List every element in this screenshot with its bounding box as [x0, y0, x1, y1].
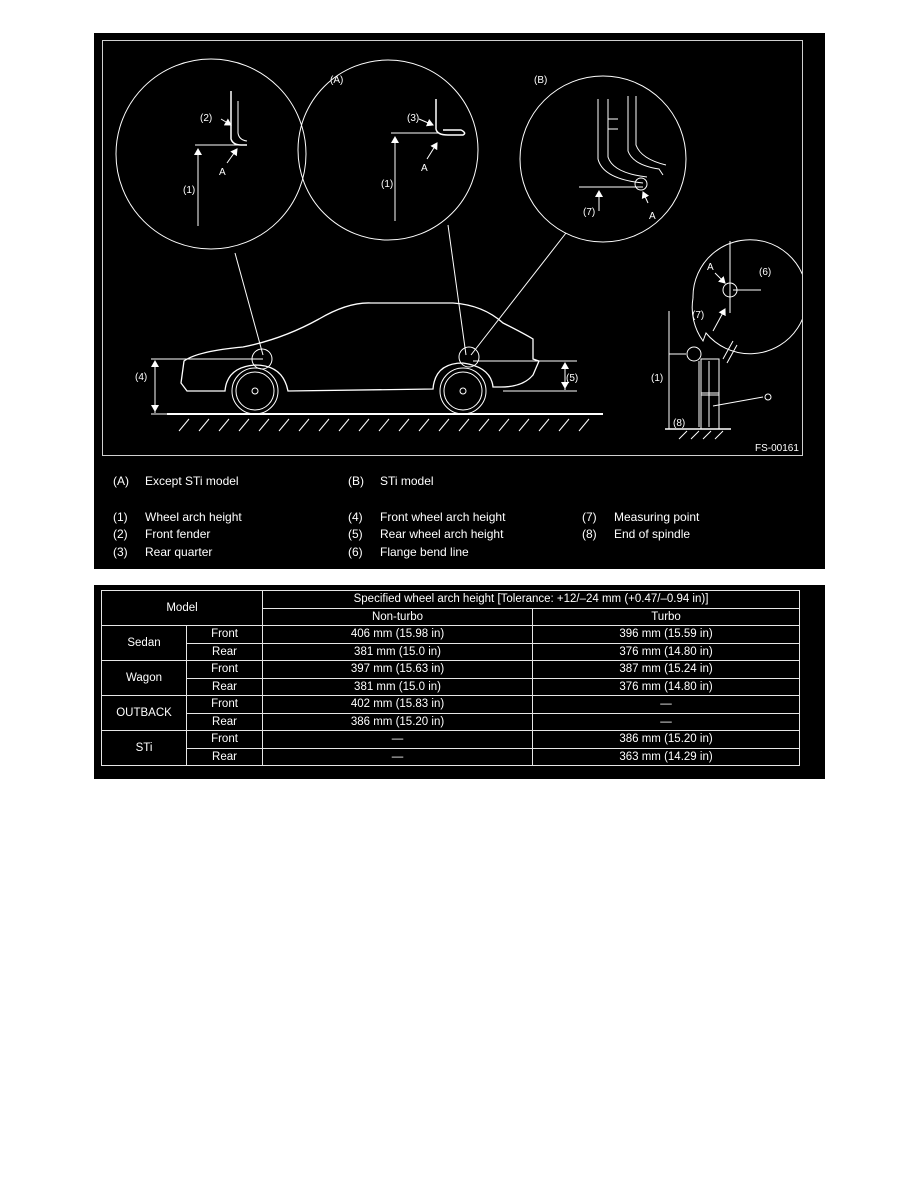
legend-num: (1) [113, 510, 128, 524]
turbo-cell: 386 mm (15.20 in) [533, 731, 800, 749]
legend-text: Front wheel arch height [380, 510, 506, 524]
label-c1-2: (2) [200, 113, 213, 124]
legend-row [94, 510, 825, 528]
nonturbo-cell: 402 mm (15.83 in) [263, 696, 533, 714]
legend-num: (5) [348, 527, 363, 541]
col-nonturbo-header: Non-turbo [263, 608, 533, 626]
legend-text: Measuring point [614, 510, 700, 524]
legend-row [94, 474, 825, 492]
figure-panel [94, 33, 825, 569]
legend-text: STi model [380, 474, 434, 488]
label-a-view: (A) [330, 75, 344, 86]
turbo-cell: 376 mm (14.80 in) [533, 678, 800, 696]
table-row [102, 748, 800, 766]
legend-row [94, 545, 825, 563]
legend-num: (4) [348, 510, 363, 524]
label-spindle-8: (8) [673, 418, 686, 429]
legend-text: Except STi model [145, 474, 239, 488]
legend-num: (2) [113, 527, 128, 541]
table-row [102, 696, 800, 714]
turbo-cell: — [533, 696, 800, 714]
legend-num: (6) [348, 545, 363, 559]
rear-wheel [440, 368, 486, 414]
spec-header: Specified wheel arch height [Tolerance: +12/–24 mm (+0.47/–0.94 in)] [263, 591, 800, 609]
nonturbo-cell: 397 mm (15.63 in) [263, 661, 533, 679]
detail-circle-front-fender [116, 59, 306, 249]
legend-text: Flange bend line [380, 545, 469, 559]
label-c4-a: A [707, 262, 714, 273]
table-row [102, 678, 800, 696]
position-cell: Rear [187, 713, 263, 731]
detail-circle-rear-quarter [298, 60, 478, 240]
label-car-4: (4) [135, 372, 148, 383]
turbo-cell: 376 mm (14.80 in) [533, 643, 800, 661]
nonturbo-cell: 381 mm (15.0 in) [263, 643, 533, 661]
label-c2-1: (1) [381, 179, 394, 190]
legend-num: (3) [113, 545, 128, 559]
table-row [102, 643, 800, 661]
label-spindle-1: (1) [651, 373, 664, 384]
model-header: Model [102, 591, 263, 626]
label-c2-3: (3) [407, 113, 420, 124]
turbo-cell: 363 mm (14.29 in) [533, 748, 800, 766]
legend-text: Rear quarter [145, 545, 213, 559]
position-cell: Front [187, 731, 263, 749]
col-turbo-header: Turbo [533, 608, 800, 626]
model-cell: OUTBACK [102, 696, 187, 731]
nonturbo-cell: 406 mm (15.98 in) [263, 626, 533, 644]
label-c1-1: (1) [183, 185, 196, 196]
label-b-view: (B) [534, 75, 548, 86]
legend-text: End of spindle [614, 527, 691, 541]
model-cell: Wagon [102, 661, 187, 696]
turbo-cell: 396 mm (15.59 in) [533, 626, 800, 644]
front-wheel [232, 368, 278, 414]
model-cell: Sedan [102, 626, 187, 661]
position-cell: Rear [187, 678, 263, 696]
nonturbo-cell: — [263, 731, 533, 749]
nonturbo-cell: — [263, 748, 533, 766]
model-cell: STi [102, 731, 187, 766]
label-spindle-7: (7) [692, 310, 705, 321]
label-c4-6: (6) [759, 267, 772, 278]
legend-text: Front fender [145, 527, 211, 541]
turbo-cell: — [533, 713, 800, 731]
label-c3-7: (7) [583, 207, 596, 218]
position-cell: Rear [187, 643, 263, 661]
table-panel [94, 585, 825, 779]
detail-circle-sti [520, 76, 686, 242]
legend-num: (7) [582, 510, 597, 524]
car-body [181, 303, 539, 391]
position-cell: Front [187, 661, 263, 679]
legend-text: Rear wheel arch height [380, 527, 504, 541]
label-car-5: (5) [566, 373, 579, 384]
legend-num: (B) [348, 474, 364, 488]
detail-circle-spindle [692, 240, 802, 354]
legend-num: (8) [582, 527, 597, 541]
label-c2-a: A [421, 163, 428, 174]
table-row [102, 661, 800, 679]
wheel-arch-diagram [103, 41, 802, 455]
legend-row [94, 527, 825, 545]
label-c3-a: A [649, 211, 656, 222]
label-c1-a: A [219, 167, 226, 178]
table-header-row [102, 591, 800, 609]
nonturbo-cell: 386 mm (15.20 in) [263, 713, 533, 731]
wheel-arch-height-table [101, 590, 800, 766]
table-row [102, 626, 800, 644]
position-cell: Front [187, 626, 263, 644]
table-row [102, 713, 800, 731]
position-cell: Rear [187, 748, 263, 766]
diagram-frame [102, 40, 803, 456]
legend-num: (A) [113, 474, 129, 488]
turbo-cell: 387 mm (15.24 in) [533, 661, 800, 679]
legend-text: Wheel arch height [145, 510, 242, 524]
figure-code: FS-00161 [755, 443, 799, 454]
table-row [102, 731, 800, 749]
position-cell: Front [187, 696, 263, 714]
nonturbo-cell: 381 mm (15.0 in) [263, 678, 533, 696]
